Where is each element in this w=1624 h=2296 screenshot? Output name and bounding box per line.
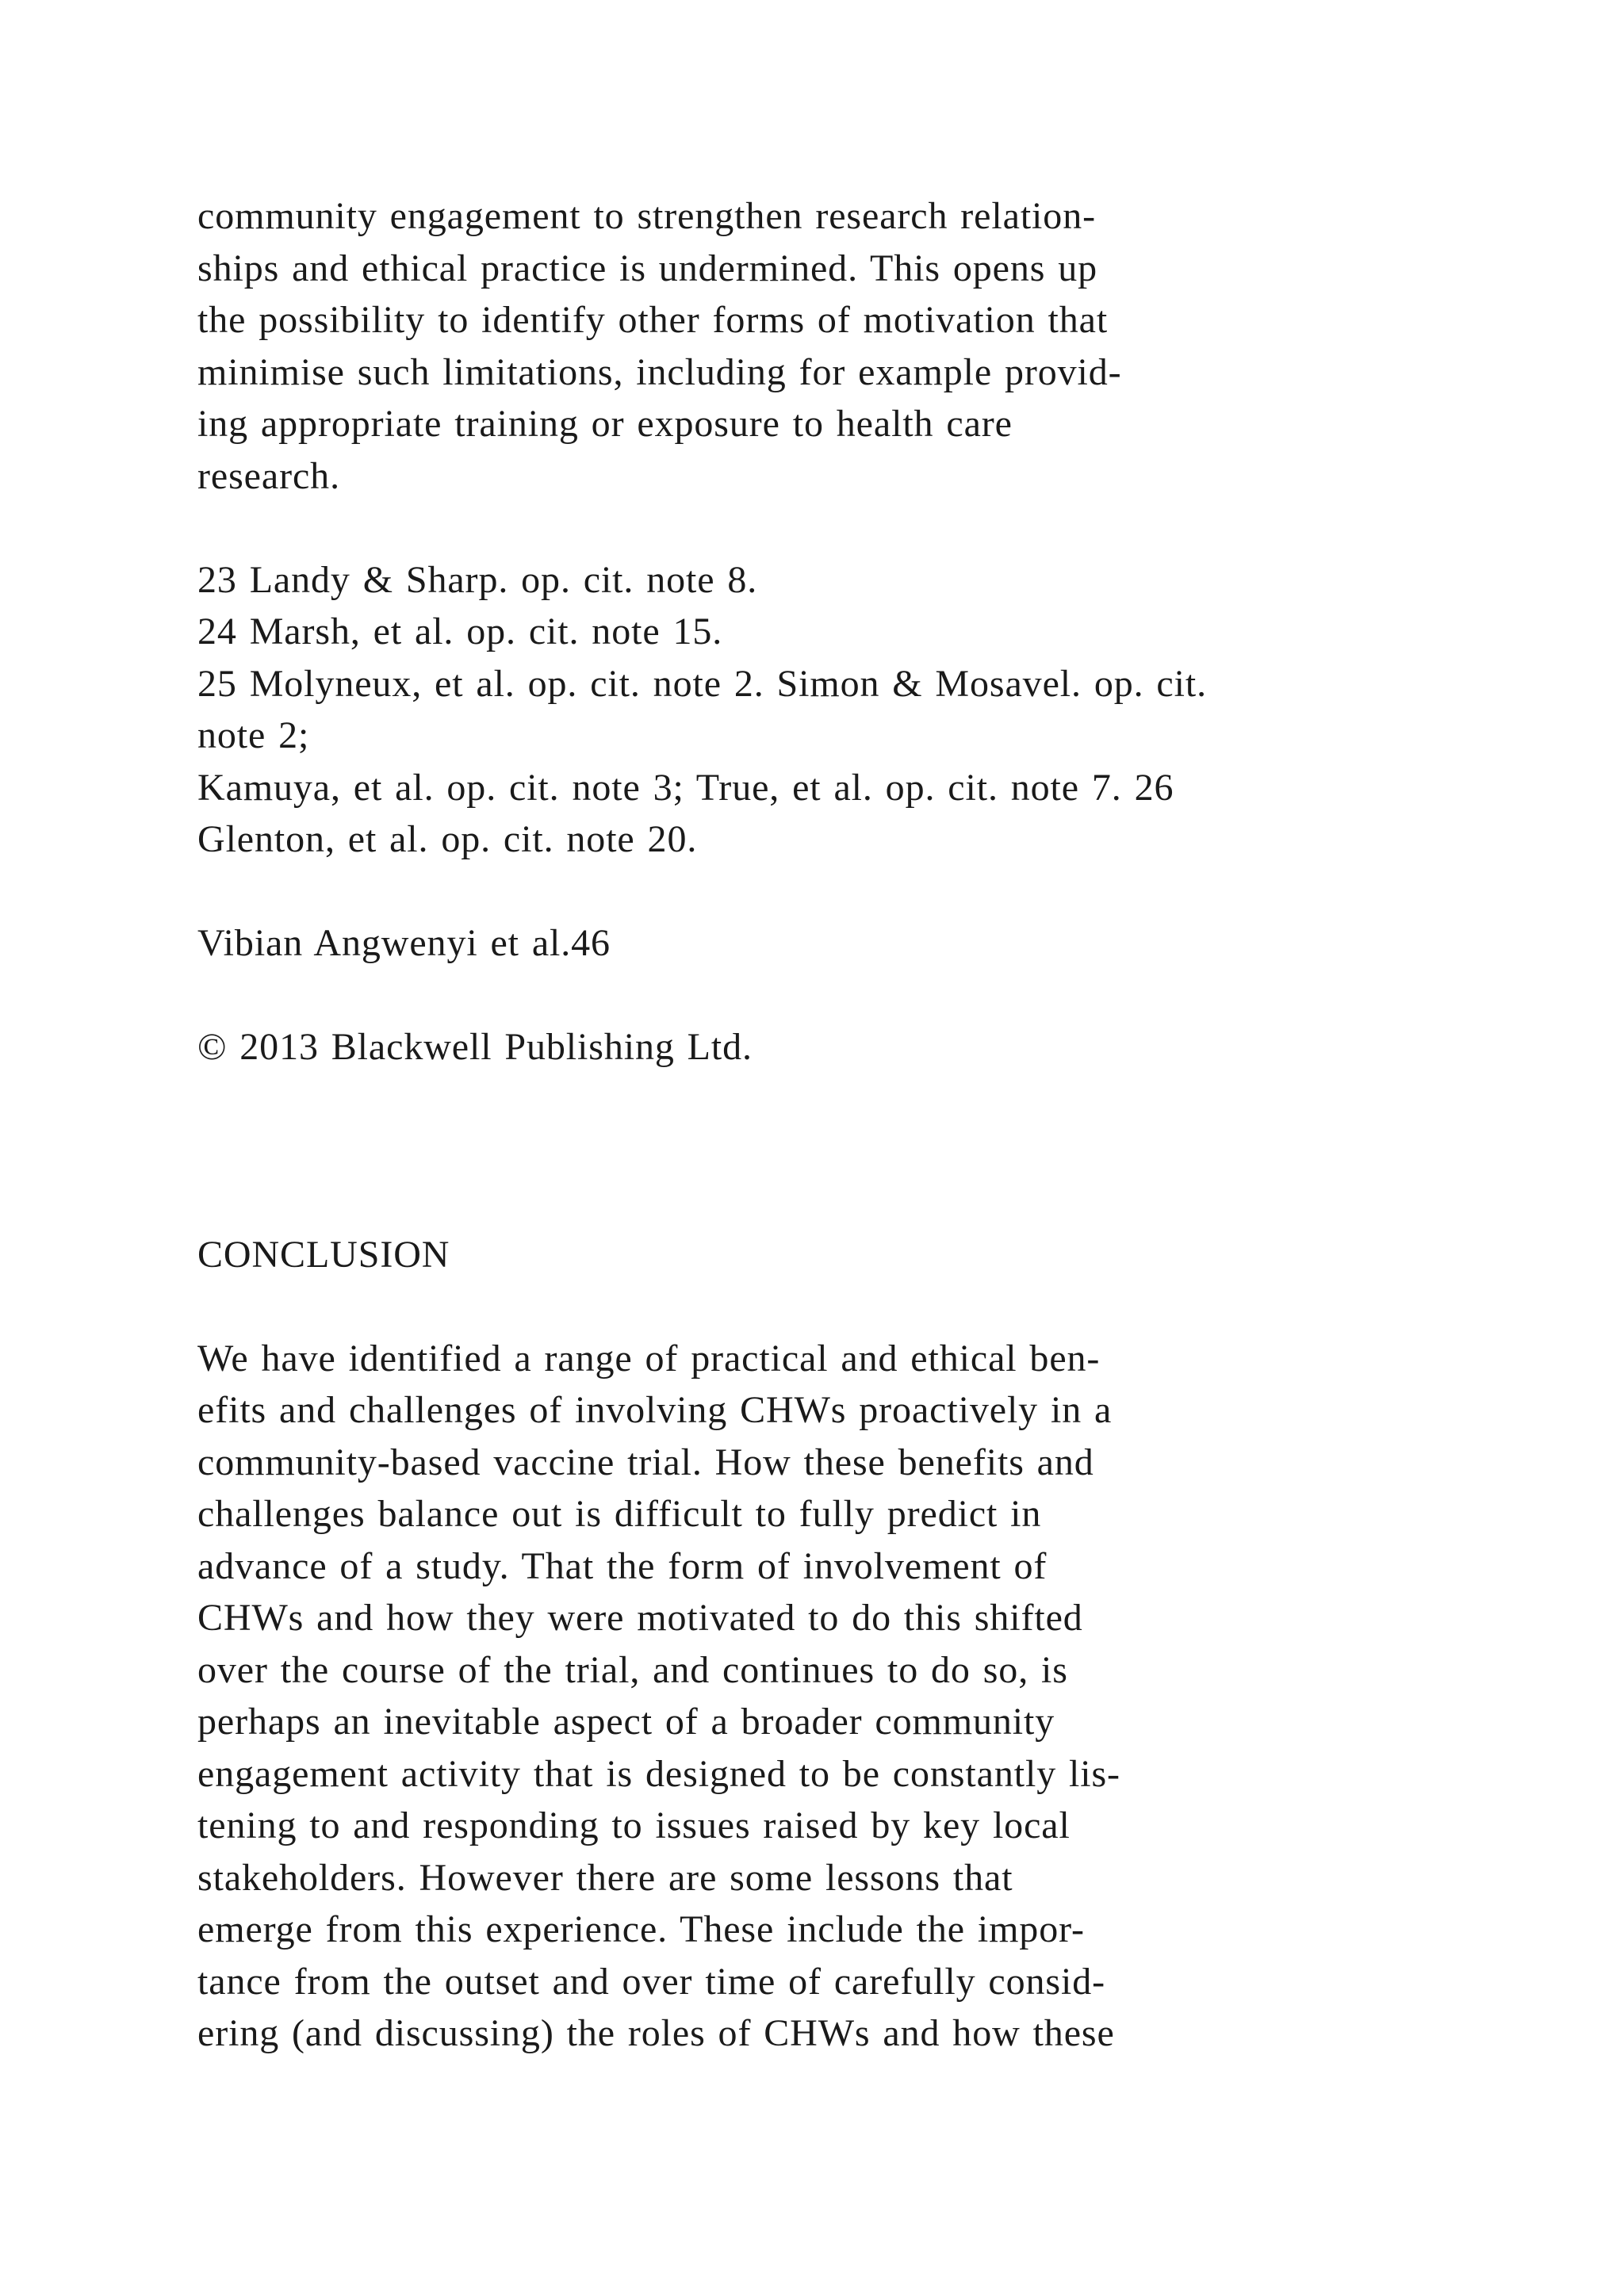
copyright-notice: © 2013 Blackwell Publishing Ltd. — [197, 1026, 753, 1068]
text-line: advance of a study. That the form of involvement of — [197, 1544, 1048, 1587]
footnote-line: 23 Landy & Sharp. op. cit. note 8. — [197, 558, 758, 601]
text-line: engagement activity that is designed to be constantly lis- — [197, 1752, 1120, 1795]
text-line: the possibility to identify other forms of motivation that — [197, 299, 1109, 341]
text-line: CHWs and how they were motivated to do this shifted — [197, 1597, 1083, 1639]
blank-line — [197, 866, 1434, 918]
text-line: community-based vaccine trial. How these benefits and — [197, 1441, 1094, 1483]
text-line: community engagement to strengthen research relation- — [197, 195, 1096, 237]
blank-line — [197, 1280, 1434, 1333]
text-line: efits and challenges of involving CHWs proactively in a — [197, 1389, 1113, 1431]
text-line: ing appropriate training or exposure to health care — [197, 403, 1013, 445]
body-paragraph-continuation — [197, 190, 1434, 502]
document-page — [197, 190, 1434, 2060]
text-line: tening to and responding to issues raised by key local — [197, 1804, 1071, 1846]
text-line: We have identified a range of practical and ethical ben- — [197, 1337, 1101, 1380]
text-line: challenges balance out is difficult to fully predict in — [197, 1493, 1042, 1535]
footnote-line: 25 Molyneux, et al. op. cit. note 2. Simon & Mosavel. op. cit. — [197, 662, 1208, 705]
text-line: emerge from this experience. These include the impor- — [197, 1908, 1085, 1950]
running-head: Vibian Angwenyi et al.46 — [197, 922, 611, 964]
blank-line — [197, 970, 1434, 1022]
footnote-line: 24 Marsh, et al. op. cit. note 15. — [197, 610, 723, 652]
blank-line — [197, 502, 1434, 554]
text-line: perhaps an inevitable aspect of a broader community — [197, 1701, 1055, 1743]
text-line: ering (and discussing) the roles of CHWs and how these — [197, 2012, 1115, 2054]
footnote-line: Kamuya, et al. op. cit. note 3; True, et al. op. cit. note 7. 26 — [197, 766, 1174, 809]
text-line: over the course of the trial, and continues to do so, is — [197, 1648, 1068, 1691]
footnote-line: Glenton, et al. op. cit. note 20. — [197, 818, 698, 860]
text-line: stakeholders. However there are some lessons that — [197, 1856, 1013, 1899]
text-line: ships and ethical practice is undermined. This opens up — [197, 247, 1098, 289]
footnote-line: note 2; — [197, 714, 310, 756]
blank-space — [197, 1073, 1434, 1229]
footnotes — [197, 554, 1434, 866]
text-line: research. — [197, 454, 340, 497]
text-line: minimise such limitations, including for example provid- — [197, 350, 1122, 393]
conclusion-paragraph — [197, 1333, 1434, 2060]
text-line: tance from the outset and over time of carefully consid- — [197, 1960, 1106, 2003]
section-heading: CONCLUSION — [197, 1233, 450, 1276]
